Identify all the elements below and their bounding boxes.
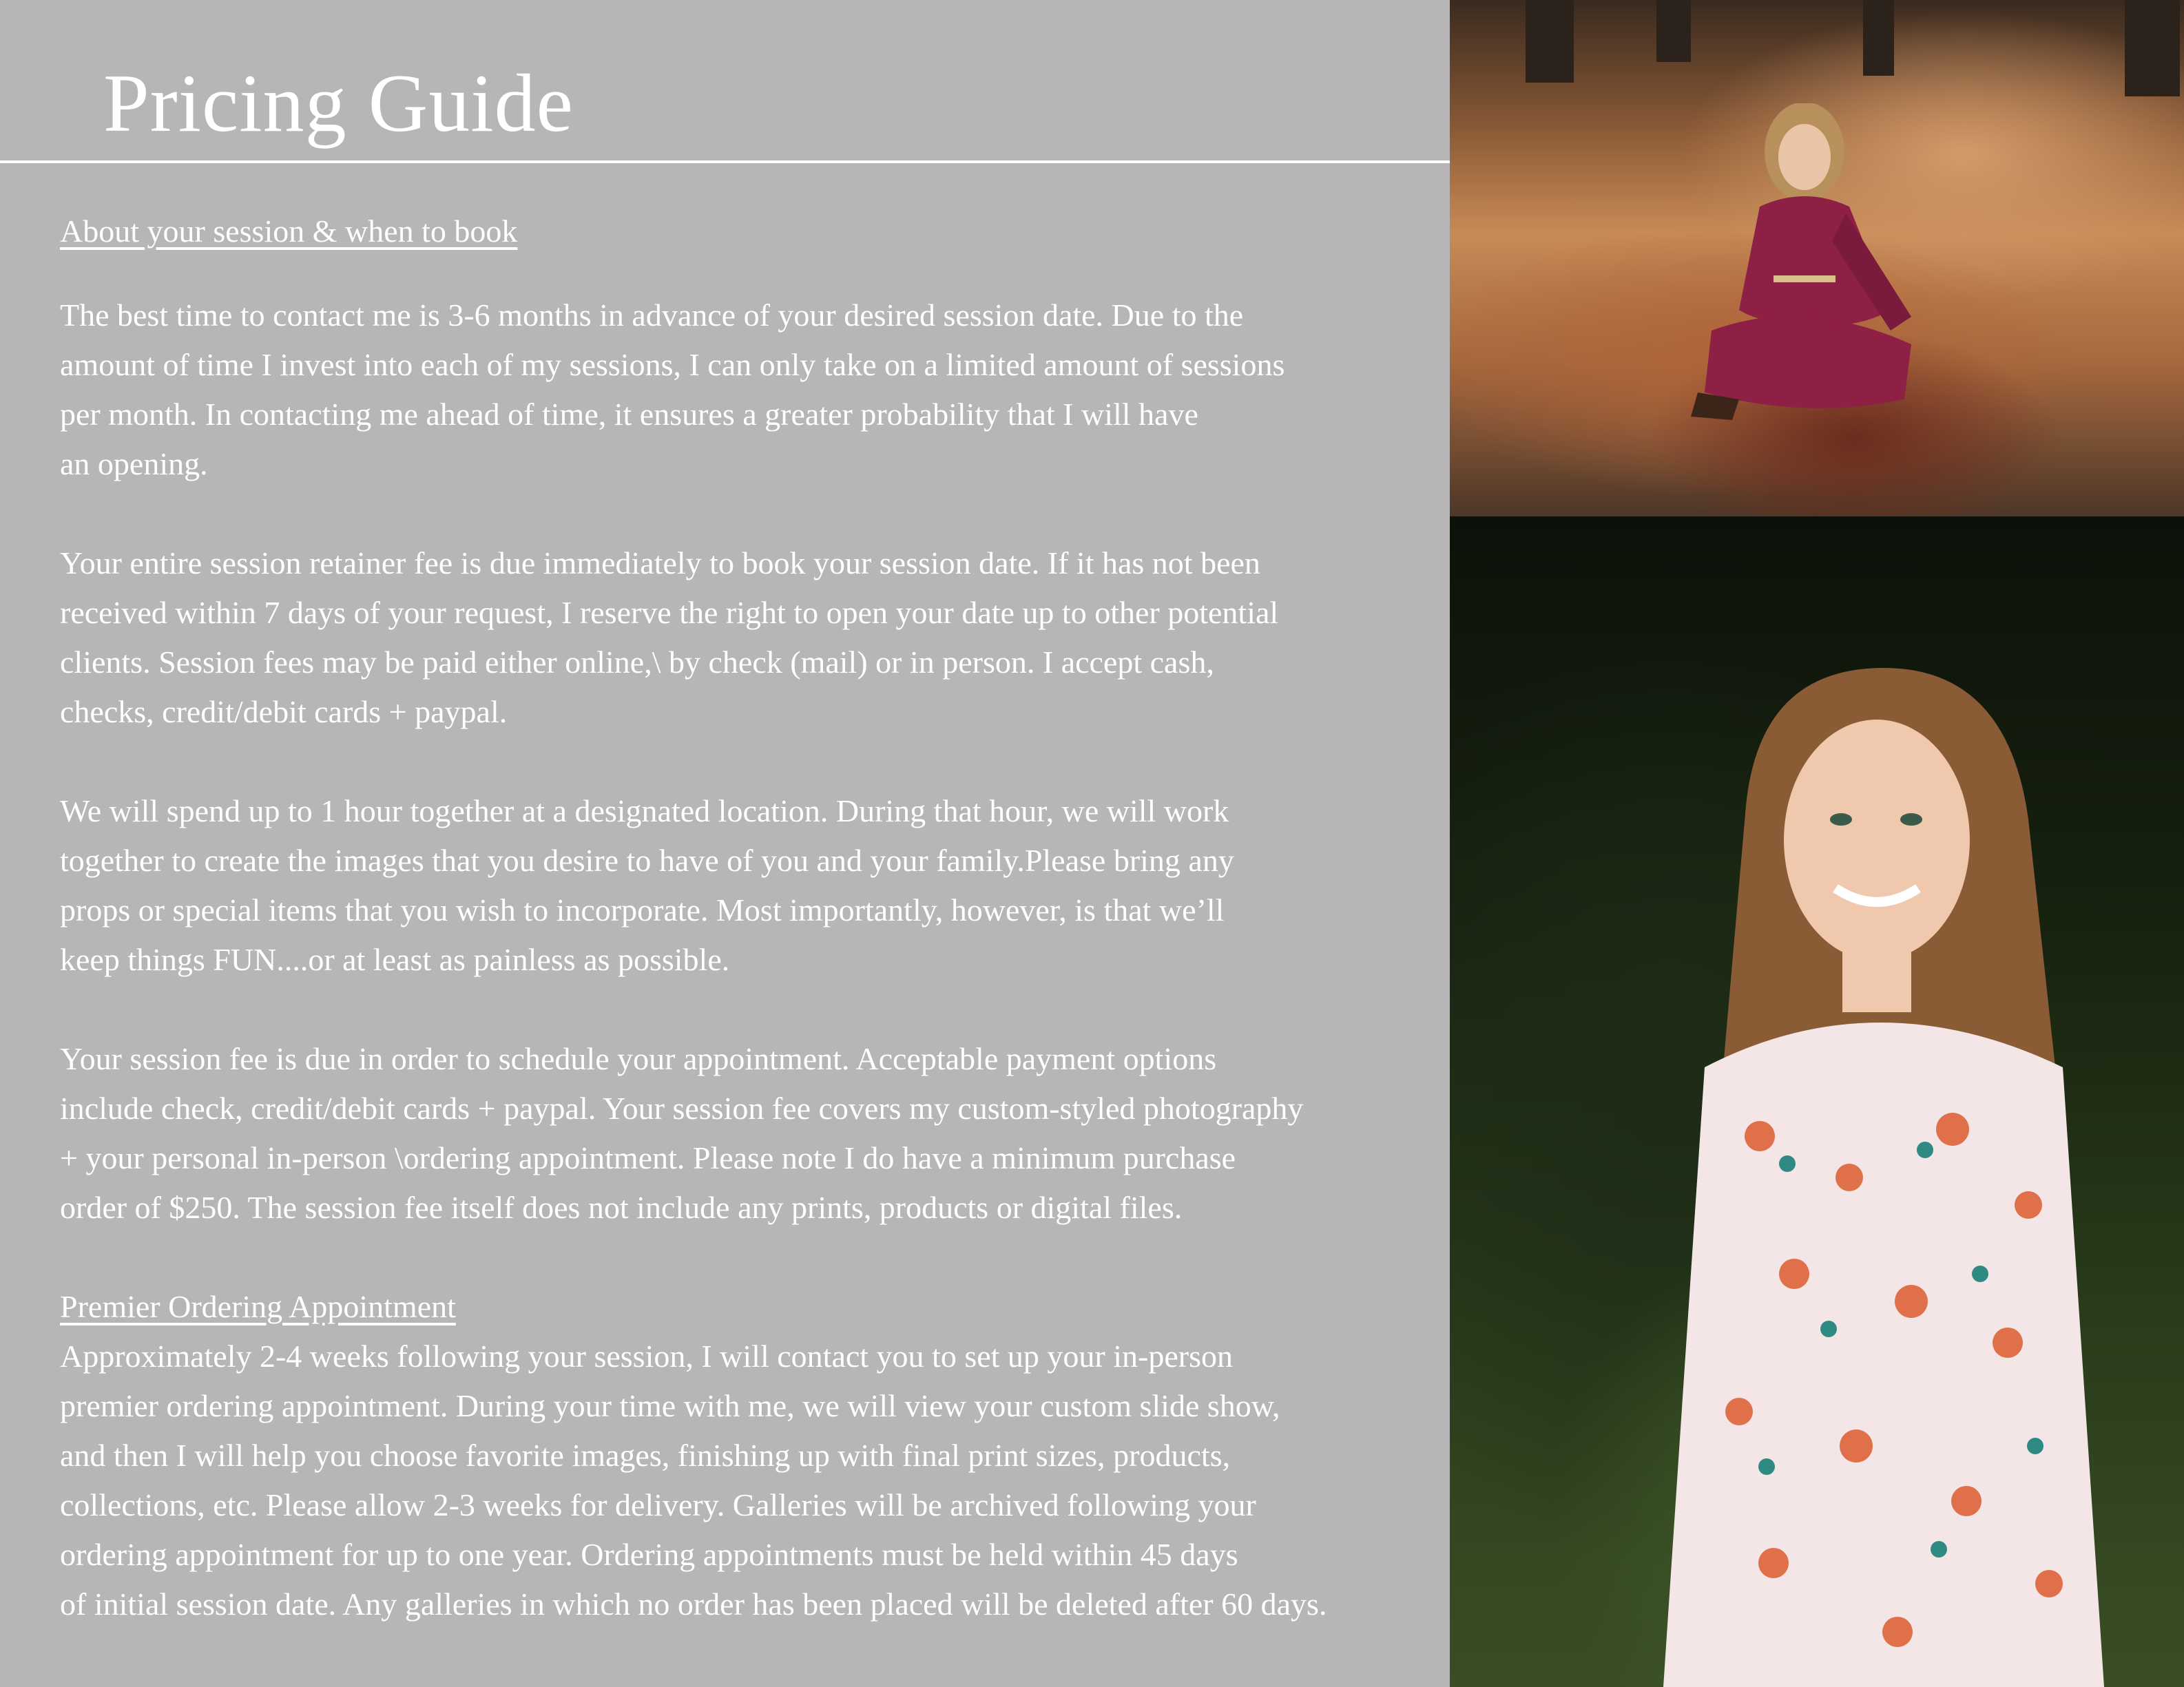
premier-ordering-paragraph: Approximately 2-4 weeks following your session, I will contact you to set up your in-person premier ordering appointment. During your time with me, we will view your custom slide show, and then I will help you choose favorite images, finishing up with final print sizes, products, collections, etc. Please allow 2-3 weeks for delivery. Galleries will be archived following your ordering appointment for up to one year. Ordering appointments must be held within 45 days of initial session date. Any galleries in which no order has been placed will be deleted after 60 days.	[60, 1339, 1327, 1622]
page-title: Pricing Guide	[103, 57, 574, 149]
about-session-heading: About your session & when to book	[60, 213, 518, 249]
seated-girl-figure	[1684, 103, 1973, 475]
session-duration-paragraph: We will spend up to 1 hour together at a designated location. During that hour, we will work together to create the images that you desire to have of you and your family.Please bring any props or special items that you wish to incorporate. Most importantly, however, is that we’ll keep things FUN....or at least as painless as possible.	[60, 793, 1234, 977]
title-divider	[0, 160, 1450, 163]
premier-ordering-heading: Premier Ordering Appointment	[60, 1289, 456, 1324]
retainer-fee-paragraph: Your entire session retainer fee is due immediately to book your session date. If it has not been received within 7 days of your request, I reserve the right to open your date up to other potential clients. Session fees may be paid either online,\ by check (mail) or in person. I accept cash, checks, credit/debit cards + paypal.	[60, 545, 1279, 729]
session-fee-paragraph: Your session fee is due in order to schedule your appointment. Acceptable payment options include check, credit/debit cards + paypal. Your session fee covers my custom-styled photography + your personal in-person \ordering appointment. Please note I do have a minimum purchase order of $250. The session fee itself does not include any prints, products or digital files.	[60, 1041, 1304, 1225]
content-column	[60, 207, 1444, 1629]
floral-dress-portrait-photo	[1450, 516, 2184, 1687]
standing-girl-figure	[1622, 654, 2159, 1687]
booking-timing-paragraph: The best time to contact me is 3-6 months in advance of your desired session date. Due to the amount of time I invest into each of my sessions, I can only take on a limited amount of sessions per month. In contacting me ahead of time, it ensures a greater probability that I will have an opening.	[60, 297, 1285, 481]
autumn-portrait-photo	[1450, 0, 2184, 516]
